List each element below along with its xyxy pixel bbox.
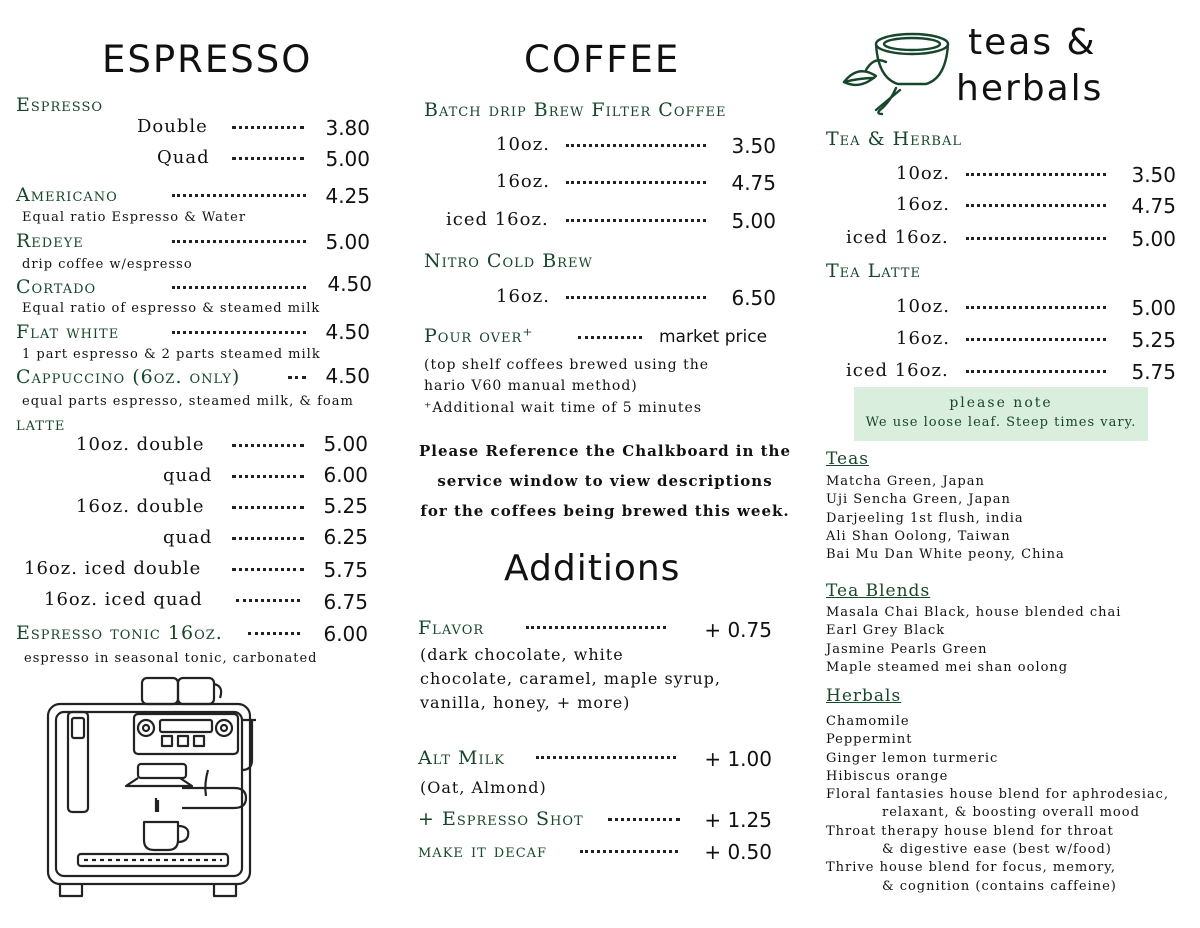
- list-item: Hibiscus orange: [826, 768, 949, 784]
- tea-latte-item-label: 16oz.: [896, 328, 950, 349]
- flavor-desc-line: vanilla, honey, + more): [420, 693, 631, 712]
- leader-dots: [288, 368, 306, 379]
- tea-latte-item-price: 5.25: [1131, 328, 1176, 352]
- note-text: We use loose leaf. Steep times vary.: [865, 415, 1137, 430]
- americano-heading: Americano: [16, 184, 118, 206]
- list-item: Peppermint: [826, 732, 913, 748]
- list-item: Ginger lemon turmeric: [826, 750, 999, 766]
- redeye-heading: Redeye: [16, 230, 84, 252]
- latte-item-price: 5.75: [323, 558, 368, 582]
- list-item: Masala Chai Black, house blended chai: [826, 605, 1122, 620]
- list-item: Maple steamed mei shan oolong: [826, 659, 1069, 675]
- latte-item-price: 6.00: [323, 463, 368, 487]
- altmilk-price: + 1.00: [704, 747, 772, 771]
- list-item: Bai Mu Dan White peony, China: [826, 547, 1065, 563]
- chalkboard-line: service window to view descriptions: [437, 472, 773, 490]
- herbals-subheading: Herbals: [826, 686, 902, 706]
- latte-item-price: 6.75: [323, 590, 368, 614]
- latte-item-price: 6.25: [323, 525, 368, 549]
- flavor-desc-line: (dark chocolate, white: [420, 645, 624, 664]
- leader-dots: [966, 165, 1106, 176]
- chalkboard-line: Please Reference the Chalkboard in the: [419, 442, 791, 460]
- quad-price: 5.00: [325, 147, 370, 171]
- leader-dots: [232, 149, 304, 160]
- batch-heading: Batch drip Brew Filter Coffee: [424, 99, 727, 121]
- list-item: Jasmine Pearls Green: [826, 641, 988, 657]
- leader-dots: [236, 591, 300, 602]
- batch-item-price: 5.00: [731, 209, 776, 233]
- flavor-desc-line: chocolate, caramel, maple syrup,: [420, 669, 721, 688]
- decaf-heading: make it decaf: [418, 840, 548, 862]
- teas-list: [826, 473, 1065, 564]
- tea-herbal-item-label: 16oz.: [896, 194, 950, 215]
- batch-item-label: 10oz.: [496, 134, 550, 155]
- leader-dots: [566, 173, 706, 184]
- double-label: Double: [137, 116, 208, 137]
- pourover-desc: (top shelf coffees brewed using the: [424, 357, 710, 373]
- tea-herbal-item-price: 3.50: [1131, 163, 1176, 187]
- cortado-heading: Cortado: [16, 276, 97, 298]
- blends-list: [826, 604, 1121, 677]
- nitro-heading: Nitro Cold Brew: [424, 250, 593, 272]
- leader-dots: [232, 436, 304, 447]
- list-item: Uji Sencha Green, Japan: [826, 492, 1011, 508]
- herbals-list: [826, 713, 1169, 896]
- teas-subheading: Teas: [826, 449, 869, 469]
- chalkboard-note: [410, 436, 800, 526]
- latte-item-price: 5.00: [323, 432, 368, 456]
- cappuccino-heading: Cappuccino (6oz. only): [16, 366, 241, 388]
- double-price: 3.80: [325, 116, 370, 140]
- leader-dots: [966, 298, 1106, 309]
- latte-item-label: quad: [163, 465, 213, 486]
- tea-cup-icon: [840, 26, 960, 122]
- leader-dots: [172, 186, 306, 197]
- list-item: Ali Shan Oolong, Taiwan: [826, 528, 1011, 544]
- flatwhite-price: 4.50: [325, 320, 370, 344]
- altmilk-heading: Alt Milk: [418, 747, 505, 769]
- batch-item-price: 4.75: [731, 171, 776, 195]
- tea-herbal-item-label: 10oz.: [896, 163, 950, 184]
- tea-latte-item-price: 5.75: [1131, 360, 1176, 384]
- leader-dots: [232, 560, 304, 571]
- tea-latte-item-label: iced 16oz.: [846, 360, 949, 381]
- leader-dots: [966, 362, 1106, 373]
- leader-dots: [536, 748, 676, 759]
- leader-dots: [172, 278, 306, 289]
- leader-dots: [232, 467, 304, 478]
- shot-price: + 1.25: [704, 808, 772, 832]
- leader-dots: [248, 624, 300, 635]
- list-item: & cognition (contains caffeine): [882, 878, 1117, 894]
- tonic-price: 6.00: [323, 622, 368, 646]
- coffee-title: COFFEE: [524, 38, 681, 81]
- pourover-price: market price: [659, 327, 768, 347]
- leader-dots: [566, 211, 706, 222]
- tea-herbal-item-label: iced 16oz.: [846, 227, 949, 248]
- americano-desc: Equal ratio Espresso & Water: [22, 210, 247, 225]
- note-title: please note: [949, 395, 1053, 411]
- shot-heading: + Espresso Shot: [418, 808, 584, 830]
- blends-subheading: Tea Blends: [826, 581, 931, 601]
- flavor-desc: [420, 643, 721, 715]
- leader-dots: [526, 618, 666, 629]
- leader-dots: [580, 842, 678, 853]
- batch-item-label: 16oz.: [496, 171, 550, 192]
- espresso-heading: Espresso: [16, 94, 104, 116]
- list-item: & digestive ease (best w/food): [882, 842, 1112, 858]
- redeye-desc: drip coffee w/espresso: [22, 257, 193, 272]
- redeye-price: 5.00: [325, 230, 370, 254]
- leader-dots: [578, 328, 642, 339]
- leader-dots: [566, 288, 706, 299]
- latte-item-label: 16oz. iced quad: [44, 589, 203, 610]
- pourover-note: ⁺Additional wait time of 5 minutes: [424, 400, 703, 416]
- leader-dots: [172, 323, 306, 334]
- leader-dots: [966, 330, 1106, 341]
- teas-title-line2: herbals: [956, 68, 1104, 109]
- list-item: relaxant, & boosting overall mood: [882, 805, 1140, 821]
- list-item: Matcha Green, Japan: [826, 474, 985, 489]
- leader-dots: [232, 118, 304, 129]
- leader-dots: [232, 529, 304, 540]
- tonic-heading: Espresso tonic 16oz.: [16, 622, 223, 644]
- tea-herbal-heading: Tea & Herbal: [826, 128, 962, 150]
- leader-dots: [566, 136, 706, 147]
- latte-item-label: 16oz. iced double: [24, 558, 202, 579]
- espresso-machine-icon: [38, 672, 268, 917]
- latte-heading: latte: [16, 413, 66, 435]
- list-item: Darjeeling 1st flush, india: [826, 510, 1024, 526]
- quad-label: Quad: [157, 147, 210, 168]
- please-note-box: [854, 387, 1148, 441]
- tea-latte-item-label: 10oz.: [896, 296, 950, 317]
- latte-item-label: quad: [163, 527, 213, 548]
- teas-title-line1: teas &: [968, 22, 1097, 63]
- chalkboard-line: for the coffees being brewed this week.: [420, 502, 790, 520]
- list-item: Floral fantasies house blend for aphrodesiac,: [826, 787, 1170, 803]
- tea-latte-heading: Tea Latte: [826, 260, 921, 282]
- americano-price: 4.25: [325, 184, 370, 208]
- nitro-label: 16oz.: [496, 286, 550, 307]
- list-item: Earl Grey Black: [826, 623, 946, 639]
- cappuccino-desc: equal parts espresso, steamed milk, & foam: [22, 394, 354, 409]
- leader-dots: [966, 196, 1106, 207]
- espresso-title: ESPRESSO: [102, 38, 313, 81]
- additions-title: Additions: [504, 548, 681, 589]
- decaf-price: + 0.50: [704, 840, 772, 864]
- list-item: Throat therapy house blend for throat: [826, 823, 1114, 839]
- tea-herbal-item-price: 5.00: [1131, 227, 1176, 251]
- flavor-heading: Flavor: [418, 617, 485, 639]
- flatwhite-desc: 1 part espresso & 2 parts steamed milk: [22, 347, 321, 362]
- altmilk-desc: (Oat, Almond): [420, 778, 547, 797]
- tonic-desc: espresso in seasonal tonic, carbonated: [24, 651, 318, 666]
- cortado-desc: Equal ratio of espresso & steamed milk: [22, 301, 321, 316]
- tea-herbal-item-price: 4.75: [1131, 194, 1176, 218]
- flatwhite-heading: Flat white: [16, 321, 120, 343]
- tea-latte-item-price: 5.00: [1131, 296, 1176, 320]
- leader-dots: [966, 229, 1106, 240]
- pourover-desc: hario V60 manual method): [424, 378, 638, 394]
- latte-item-price: 5.25: [323, 494, 368, 518]
- cappuccino-price: 4.50: [325, 364, 370, 388]
- leader-dots: [172, 232, 306, 243]
- list-item: Thrive house blend for focus, memory,: [826, 860, 1117, 876]
- pourover-heading: Pour over⁺: [424, 325, 534, 347]
- batch-item-price: 3.50: [731, 134, 776, 158]
- leader-dots: [232, 498, 304, 509]
- list-item: Chamomile: [826, 714, 910, 729]
- flavor-price: + 0.75: [704, 618, 772, 642]
- cortado-price: 4.50: [327, 272, 372, 296]
- latte-item-label: 16oz. double: [76, 496, 205, 517]
- latte-item-label: 10oz. double: [76, 434, 205, 455]
- leader-dots: [608, 810, 680, 821]
- batch-item-label: iced 16oz.: [446, 209, 549, 230]
- nitro-price: 6.50: [731, 286, 776, 310]
